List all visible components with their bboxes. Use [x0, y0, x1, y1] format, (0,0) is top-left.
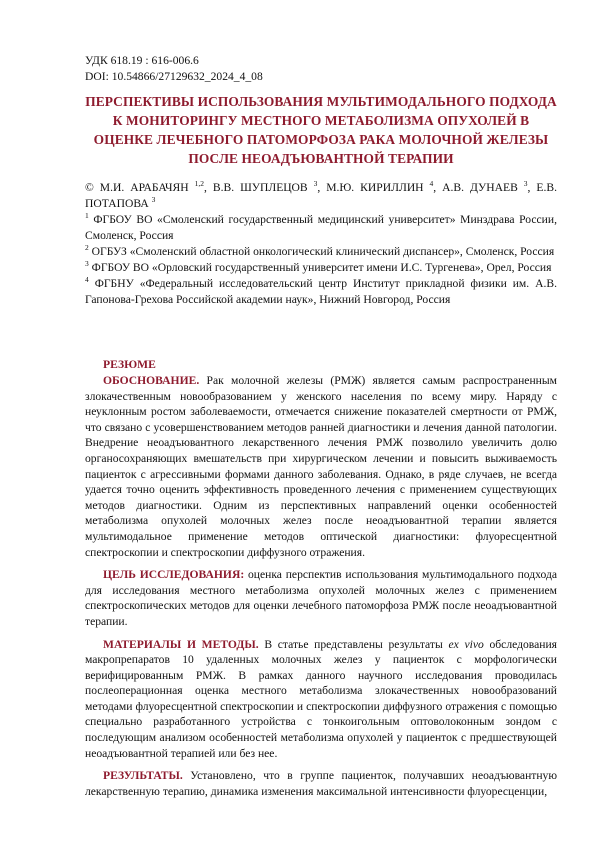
- affiliation-list: [85, 212, 557, 308]
- author-name: М.Ю. КИРИЛЛИН: [326, 181, 423, 194]
- author-affiliation-ref: 1,2: [195, 179, 204, 188]
- affiliation-text: ФГБОУ ВО «Орловский государственный университет имени И.С. Тургенева», Орел, Россия: [92, 261, 552, 274]
- article-page: [0, 0, 600, 848]
- affiliation-number: 2: [85, 243, 89, 252]
- author-affiliation-ref: 3: [314, 179, 318, 188]
- affiliation-item: [85, 260, 557, 276]
- abstract: [85, 357, 557, 806]
- section-text: В статье представлены результаты: [259, 638, 449, 651]
- author-list: [85, 180, 557, 212]
- udc-code: УДК 618.19 : 616-006.6: [85, 53, 263, 69]
- section-text: Рак молочной железы (РМЖ) является самым распространенным злокачественным новообразованием у женского населения по всему миру. Наряду с неуклонным ростом заболеваемости, отмечается снижение показателей смертности от РМЖ, что связано с усовершенствованием методов ранней диагностики и лечения данной патологии. Внедрение неоадъювантного лекарственного лечения РМЖ позволило увеличить долю органосохраняющих вмешательств при хирургическом лечении и повысить выживаемость пациенток с агрессивными формами данного заболевания. Однако, в ряде случаев, не всегда удается точно оценить эффективность проведенного лечения с применением существующих методов диагностики. Одним из перспективных направлений оценки особенностей метаболизма опухолей молочных желез после неоадъювантной терапии является мультимодальное применение методов оптической диагностики: флуоресцентной спектроскопии и спектроскопии диффузного отражения.: [85, 374, 557, 559]
- affiliation-text: ОГБУЗ «Смоленский областной онкологический клинический диспансер», Смоленск, Россия: [92, 245, 555, 258]
- abstract-background: [85, 373, 557, 560]
- affiliation-number: 1: [85, 211, 89, 220]
- affiliation-number: 3: [85, 259, 89, 268]
- author-separator: ,: [204, 181, 213, 194]
- abstract-heading: РЕЗЮМЕ: [103, 357, 557, 373]
- italic-term: ex vivo: [448, 638, 483, 651]
- section-label: ОБОСНОВАНИЕ.: [103, 374, 199, 387]
- affiliation-number: 4: [85, 275, 89, 284]
- author-affiliation-ref: 3: [152, 195, 156, 204]
- author-separator: ,: [317, 181, 326, 194]
- abstract-methods: [85, 637, 557, 762]
- section-label: МАТЕРИАЛЫ И МЕТОДЫ.: [103, 638, 259, 651]
- author-name: М.И. АРАБАЧЯН: [100, 181, 189, 194]
- author-affiliation-ref: 4: [430, 179, 434, 188]
- affiliation-item: [85, 276, 557, 308]
- section-text: обследования макропрепаратов 10 удаленных молочных желез у пациенток с морфологически верифицированным РМЖ. В рамках данного научного исследования проводилась послеоперационная оценка местного метаболизма злокачественных новообразований методами флуоресцентной спектроскопии и спектроскопии диффузного отражения с помощью специально разработанного устройства с тонкоигольным оптоволоконным зондом с последующим анализом особенностей метаболизма опухолей у пациенток с предшествующей неоадъювантной терапией или без нее.: [85, 638, 557, 760]
- affiliation-item: [85, 244, 557, 260]
- section-text: оценка перспектив использования мультимодального подхода для исследования местного метаболизма опухолей молочных желез с применением спектроскопических методов для оценки лечебного патоморфоза РМЖ после неоадъювантной терапии.: [85, 568, 557, 628]
- article-meta: [85, 53, 263, 85]
- article-title: ПЕРСПЕКТИВЫ ИСПОЛЬЗОВАНИЯ МУЛЬТИМОДАЛЬНОГО ПОДХОДА К МОНИТОРИНГУ МЕСТНОГО МЕТАБОЛИЗМА ОПУХОЛЕЙ В ОЦЕНКЕ ЛЕЧЕБНОГО ПАТОМОРФОЗА РАКА МОЛОЧНОЙ ЖЕЛЕЗЫ ПОСЛЕ НЕОАДЪЮВАНТНОЙ ТЕРАПИИ: [85, 92, 557, 168]
- author-separator: ,: [433, 181, 442, 194]
- author-affiliation-ref: 3: [524, 179, 528, 188]
- affiliation-item: [85, 212, 557, 244]
- affiliation-text: ФГБОУ ВО «Смоленский государственный медицинский университет» Минздрава России, Смоленск, Россия: [85, 213, 557, 242]
- section-text: Установлено, что в группе пациенток, получавших неоадъювантную лекарственную терапию, динамика изменения максимальной интенсивности флуоресценции,: [85, 769, 557, 798]
- doi[interactable]: DOI: 10.54866/27129632_2024_4_08: [85, 69, 263, 85]
- section-label: ЦЕЛЬ ИССЛЕДОВАНИЯ:: [103, 568, 244, 581]
- author-name: А.В. ДУНАЕВ: [442, 181, 518, 194]
- section-label: РЕЗУЛЬТАТЫ.: [103, 769, 183, 782]
- affiliation-text: ФГБНУ «Федеральный исследовательский центр Институт прикладной физики им. А.В. Гапонова-Грехова Российской академии наук», Нижний Новгород, Россия: [85, 277, 557, 306]
- author-separator: ,: [528, 181, 537, 194]
- author-name: В.В. ШУПЛЕЦОВ: [213, 181, 308, 194]
- author-name: Е.В. ПОТАПОВА: [85, 181, 557, 210]
- abstract-results: [85, 768, 557, 799]
- copyright-sign: ©: [85, 181, 100, 194]
- abstract-aim: [85, 567, 557, 629]
